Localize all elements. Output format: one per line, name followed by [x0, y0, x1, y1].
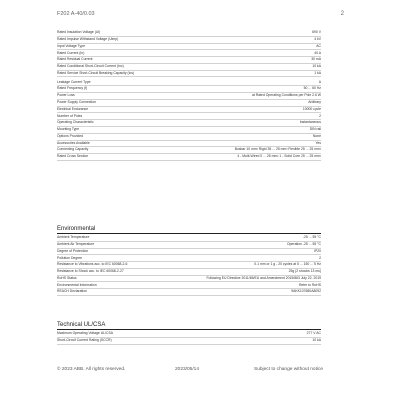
spec-value: AC: [316, 43, 321, 48]
page-number: 2: [340, 11, 344, 17]
spec-value: Yes: [315, 140, 321, 145]
spec-row: [57, 113, 321, 120]
spec-row: [57, 276, 321, 283]
spec-label: Number of Poles: [57, 113, 83, 118]
spec-label: Input Voltage Type: [57, 43, 86, 48]
spec-row: [57, 249, 321, 256]
spec-value: 50 ... 60 Hz: [303, 86, 321, 91]
spec-row: [57, 44, 321, 51]
spec-value: Operation -25 ... 55 °C: [287, 241, 321, 246]
spec-label: Maximum Operating Voltage UL/CSA: [57, 331, 113, 336]
technical-table: [57, 331, 321, 345]
spec-label: Power Supply Connection: [57, 100, 97, 104]
spec-value: Refer to RoHS: [298, 282, 321, 287]
spec-value: A: [318, 79, 321, 84]
spec-value: 30 mA: [311, 57, 321, 62]
part-number: F202 A-40/0.03: [57, 11, 95, 17]
spec-label: Rated Residual Current: [57, 57, 93, 62]
spec-label: Rated Impulse Withstand Voltage (Uimp): [57, 36, 119, 41]
page-header: [57, 11, 344, 21]
spec-row: [57, 64, 321, 71]
spec-label: Rated Frequency (f): [57, 86, 88, 91]
spec-value: 10 kA: [312, 337, 321, 342]
spec-row: [57, 235, 321, 242]
spec-value: 10 kA: [312, 64, 321, 69]
spec-row: [57, 93, 321, 100]
spec-value: DIN rail: [309, 127, 321, 132]
spec-value: 0.1 mm or 1 g - 20 cycles at 5 ... 150 ... 5 Hz: [254, 262, 321, 267]
spec-row: [57, 71, 321, 78]
section-title-technical: Technical UL/CSA: [57, 322, 106, 328]
spec-label: Environmental Information: [57, 282, 97, 287]
spec-row: [57, 154, 321, 161]
spec-value: 2: [319, 113, 321, 118]
spec-row: [57, 255, 321, 262]
spec-label: Leakage Current Type: [57, 79, 91, 84]
spec-label: RoHS Status: [57, 275, 77, 280]
spec-label: Degree of Protection: [57, 248, 89, 253]
section-divider: [57, 329, 321, 330]
spec-value: 2: [319, 255, 321, 260]
spec-label: Power Loss: [57, 93, 75, 98]
spec-row: [57, 134, 321, 141]
spec-row: [57, 107, 321, 114]
spec-label: Rated Cross Section: [57, 154, 89, 159]
spec-value: 25g (2 shocks 13 ms): [288, 269, 321, 274]
spec-row: [57, 338, 321, 345]
spec-row: [57, 282, 321, 289]
section-title-environmental: Environmental: [57, 226, 96, 232]
spec-label: Mounting Type: [57, 127, 80, 132]
spec-label: Resistance to Shock acc. to IEC 60068-2-27: [57, 269, 124, 274]
spec-row: [57, 262, 321, 269]
spec-row: [57, 289, 321, 296]
spec-value: 10000 cycle: [302, 106, 321, 111]
spec-value: 9AKK107680A8092: [291, 289, 321, 294]
spec-value: 277 V AC: [306, 331, 321, 336]
spec-label: Rated Service Short-Circuit Breaking Capacity (Ics): [57, 70, 135, 75]
spec-label: Options Provided: [57, 133, 84, 138]
spec-label: Short-Circuit Current Rating (SCCR): [57, 337, 112, 342]
spec-label: Rated Current (In): [57, 50, 85, 55]
spec-value: Arbitrary: [308, 100, 321, 104]
spec-label: Accessories Available: [57, 140, 90, 145]
spec-row: [57, 37, 321, 44]
spec-label: Resistance to Vibrations acc. to IEC 60068-2-6: [57, 262, 128, 267]
spec-label: Ambient Air Temperature: [57, 241, 95, 246]
spec-value: IP20: [314, 248, 321, 253]
specs-table: [57, 30, 321, 163]
spec-value: Following EU Directive 2011/65/EU and Amendment 2015/863 July 22, 2019: [206, 275, 321, 280]
spec-label: REACH Declaration: [57, 289, 87, 294]
spec-value: None: [312, 133, 321, 138]
spec-label: Electrical Endurance: [57, 106, 89, 111]
spec-row: [57, 79, 321, 86]
spec-label: Ambient Temperature: [57, 235, 90, 240]
section-divider: [57, 233, 321, 234]
spec-row: [57, 120, 321, 127]
spec-row: [57, 141, 321, 148]
spec-label: Connecting Capacity: [57, 147, 89, 152]
spec-value: Busbar 10 mm² Rigid 35 ... 25 mm² Flexible 25 ... 25 mm²: [234, 147, 321, 152]
spec-row: [57, 50, 321, 57]
spec-row: [57, 127, 321, 134]
spec-value: 1 kA: [314, 70, 321, 75]
footer-date: 2023/05/14: [175, 367, 200, 372]
spec-value: 4 - Multi-Wired 0 ... 25 mm² 1 - Solid Core 25 ... 25 mm²: [237, 154, 321, 159]
spec-value: Instantaneous: [299, 120, 321, 125]
spec-label: Pollution Degree: [57, 255, 83, 260]
copyright-text: © 2023 ABB. All rights reserved.: [57, 367, 126, 372]
spec-label: Operating Characteristic: [57, 120, 94, 125]
environmental-table: [57, 235, 321, 296]
spec-row: [57, 242, 321, 249]
spec-value: at Rated Operating Conditions per Pole 2.6 W: [252, 93, 321, 98]
spec-label: Rated Conditional Short-Circuit Current (Inc): [57, 64, 124, 69]
footer-notice: Subject to change without notice: [254, 367, 324, 372]
spec-row: [57, 30, 321, 37]
spec-row: [57, 100, 321, 107]
spec-value: 4 kV: [314, 36, 321, 41]
spec-row: [57, 57, 321, 64]
spec-row: [57, 147, 321, 154]
spec-value: -25 ... 55 °C: [302, 235, 321, 240]
spec-label: Rated Insulation Voltage (Ui): [57, 30, 101, 35]
spec-row: [57, 331, 321, 338]
spec-value: 40 A: [314, 50, 321, 55]
spec-row: [57, 269, 321, 276]
spec-value: 690 V: [312, 30, 321, 35]
spec-row: [57, 86, 321, 93]
